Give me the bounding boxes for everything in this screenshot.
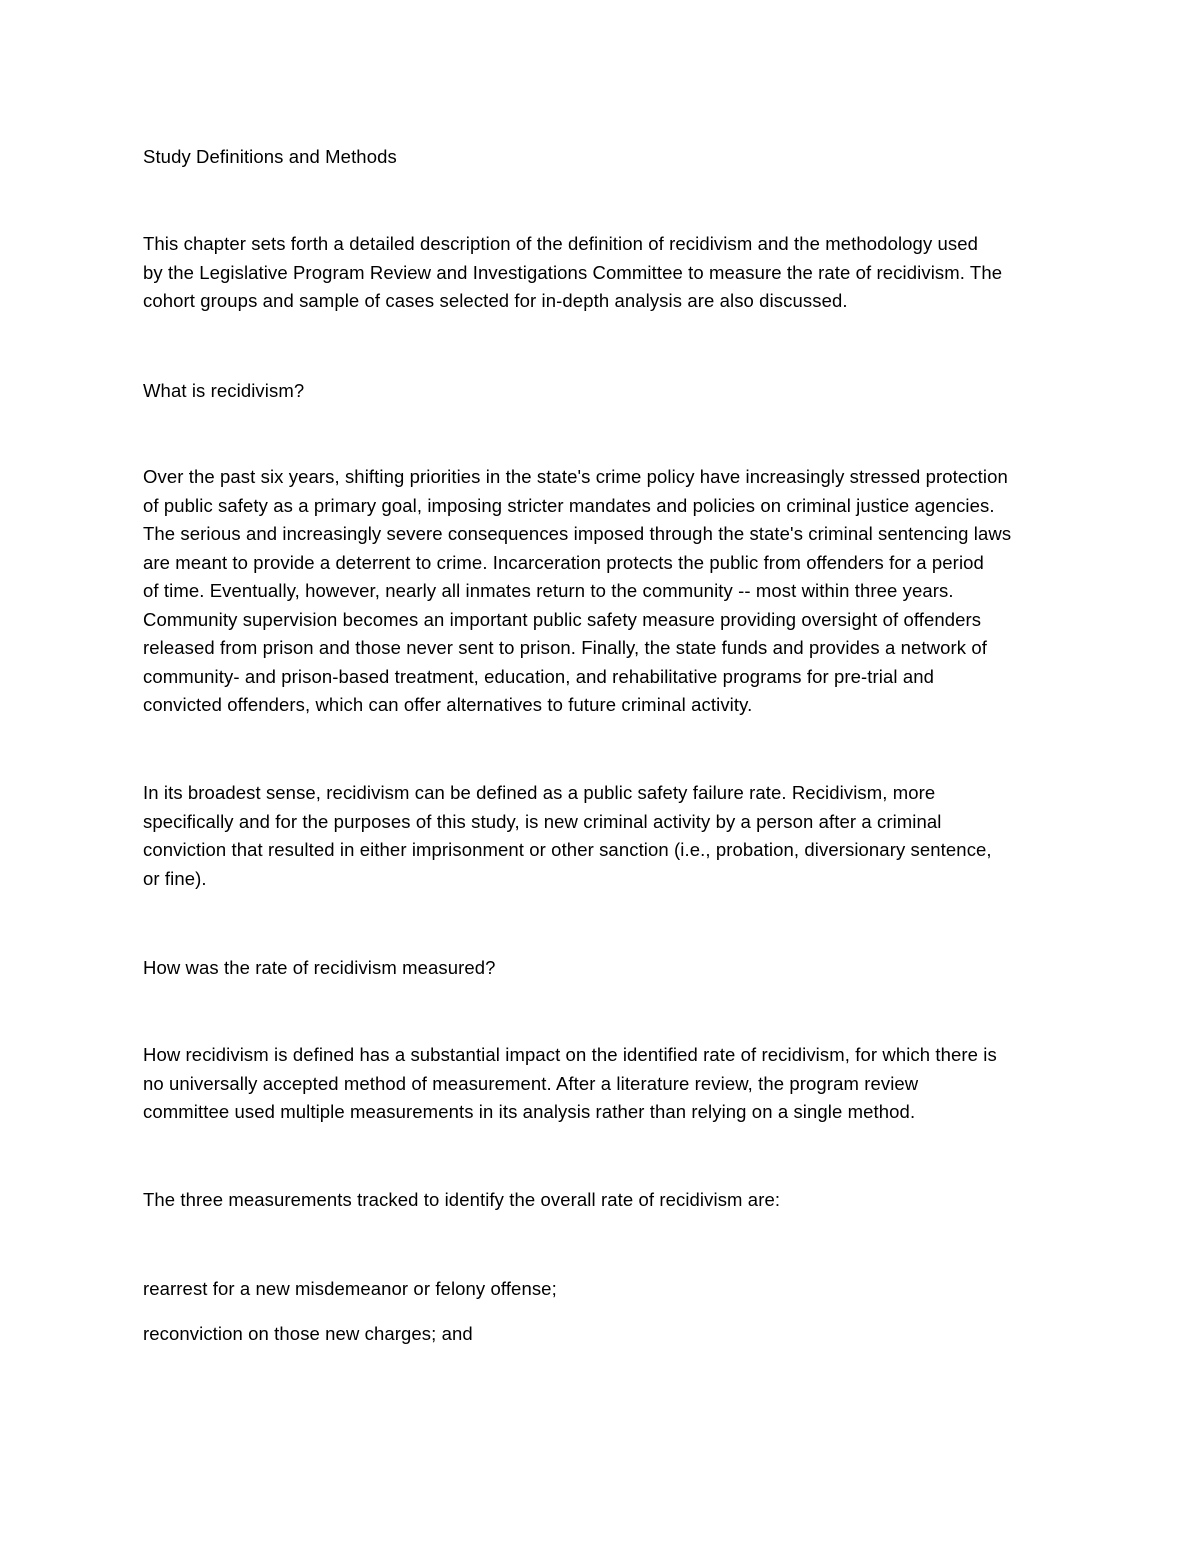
section-question-measurement: How was the rate of recidivism measured?: [143, 957, 496, 978]
definition-line: conviction that resulted in either imprisonment or other sanction (i.e., probation, diversionary sentence,: [143, 839, 992, 860]
measurement-paragraph: [143, 1041, 1073, 1127]
list-item: rearrest for a new misdemeanor or felony offense;: [143, 1278, 557, 1299]
priorities-line: convicted offenders, which can offer alternatives to future criminal activity.: [143, 694, 753, 715]
document-page: [143, 0, 1073, 1553]
list-item: reconviction on those new charges; and: [143, 1323, 473, 1344]
priorities-line: Community supervision becomes an important public safety measure providing oversight of offenders: [143, 608, 982, 630]
intro-line: by the Legislative Program Review and Investigations Committee to measure the rate of recidivism. The: [143, 261, 1003, 283]
definition-line: or fine).: [143, 867, 207, 889]
priorities-line: are meant to provide a deterrent to crime. Incarceration protects the public from offenders for a period: [143, 551, 984, 573]
measurement-line: committee used multiple measurements in its analysis rather than relying on a single method.: [143, 1101, 916, 1122]
priorities-line: Over the past six years, shifting priorities in the state's crime policy have increasingly stressed protection: [143, 466, 1008, 487]
document-heading: Study Definitions and Methods: [143, 146, 397, 167]
intro-line: cohort groups and sample of cases selected for in-depth analysis are also discussed.: [143, 290, 848, 311]
definition-line: specifically and for the purposes of this study, is new criminal activity by a person after a criminal: [143, 810, 942, 832]
measurement-line: no universally accepted method of measurement. After a literature review, the program review: [143, 1072, 919, 1094]
section-question-recidivism: What is recidivism?: [143, 380, 305, 401]
three-measurements-intro: The three measurements tracked to identify the overall rate of recidivism are:: [143, 1189, 781, 1210]
priorities-paragraph: [143, 463, 1073, 720]
definition-line: In its broadest sense, recidivism can be defined as a public safety failure rate. Recidivism, more: [143, 782, 936, 803]
priorities-line: community- and prison-based treatment, education, and rehabilitative programs for pre-trial and: [143, 665, 935, 687]
priorities-line: of public safety as a primary goal, imposing stricter mandates and policies on criminal justice agencies.: [143, 494, 995, 516]
measurement-line: How recidivism is defined has a substantial impact on the identified rate of recidivism, for which there is: [143, 1044, 997, 1065]
intro-line: This chapter sets forth a detailed description of the definition of recidivism and the methodology used: [143, 233, 979, 254]
priorities-line: The serious and increasingly severe consequences imposed through the state's criminal sentencing laws: [143, 523, 1012, 544]
intro-paragraph: [143, 230, 1073, 316]
priorities-line: released from prison and those never sent to prison. Finally, the state funds and provides a network of: [143, 637, 987, 658]
definition-paragraph: [143, 779, 1073, 893]
priorities-line: of time. Eventually, however, nearly all inmates return to the community -- most within three years.: [143, 580, 954, 601]
